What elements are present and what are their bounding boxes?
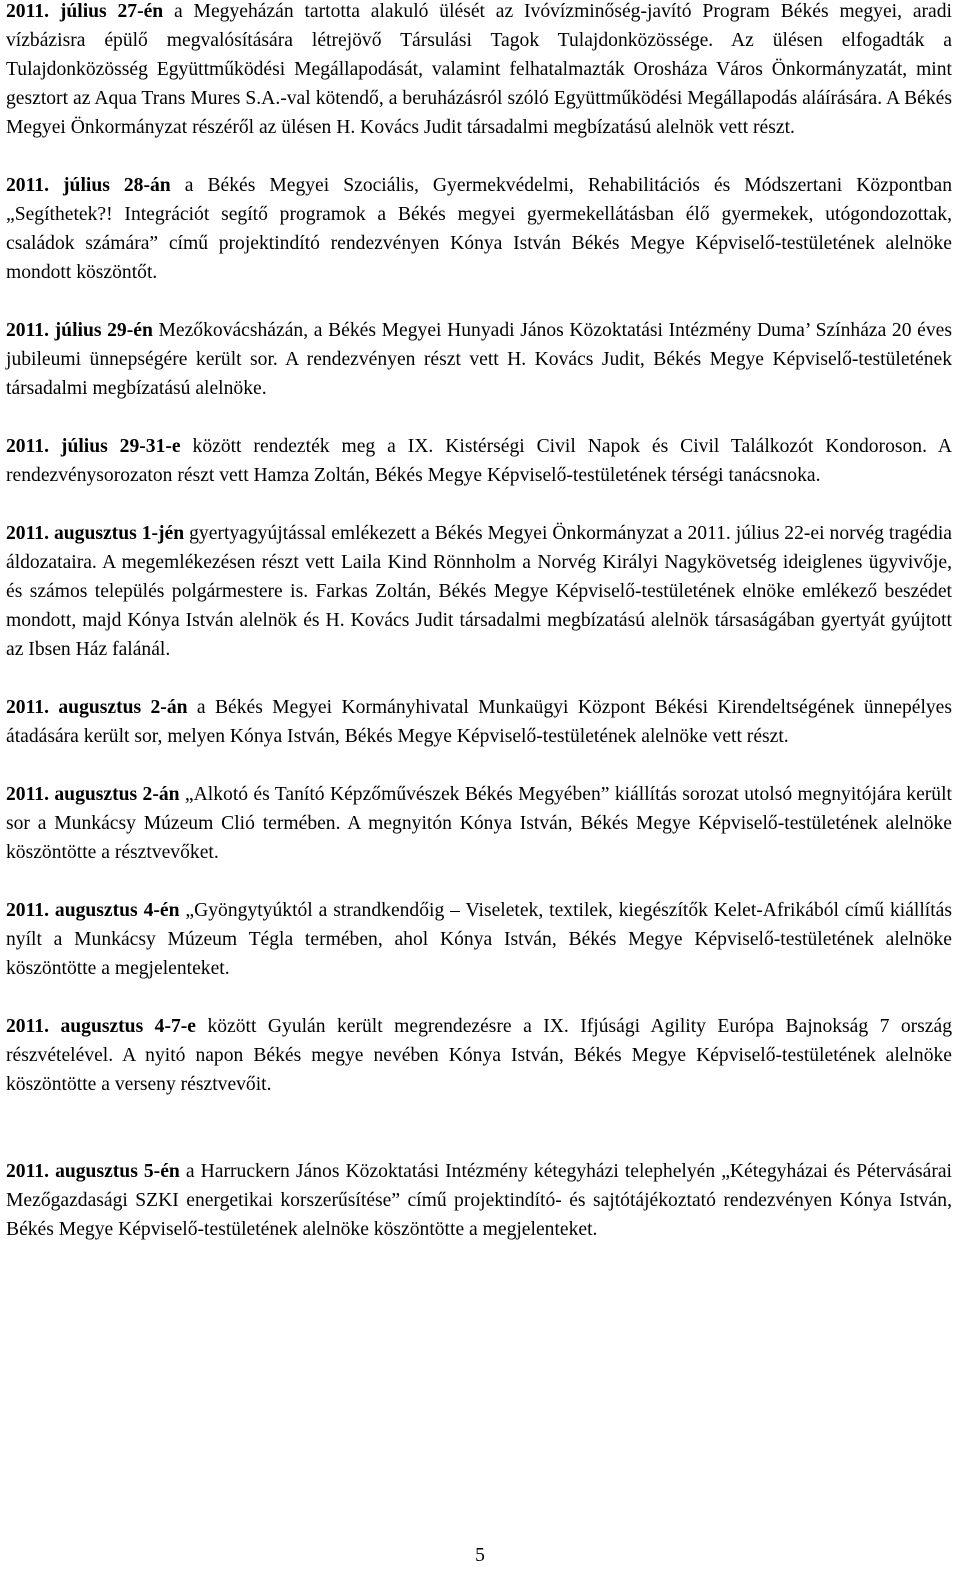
entry-paragraph <box>6 896 952 983</box>
entry-text: „Alkotó és Tanító Képzőművészek Békés Megyében” kiállítás sorozat utolsó megnyitójára került sor a Munkácsy Múzeum Clió termében. A megnyitón Kónya István, Békés Megye Képviselő-testületének alelnöke köszöntötte a résztvevőket. <box>6 784 952 863</box>
page-number: 5 <box>475 1545 485 1566</box>
entry-date: 2011. augusztus 4-7-e <box>6 1016 196 1037</box>
entry-paragraph <box>6 693 952 751</box>
entry-date: 2011. július 29-én <box>6 320 153 341</box>
entry-text: Mezőkovácsházán, a Békés Megyei Hunyadi János Közoktatási Intézmény Duma’ Színháza 20 éves jubileumi ünnepségére került sor. A rendezvényen részt vett H. Kovács Judit, Békés Megye Képviselő-testületének társadalmi megbízatású alelnöke. <box>6 320 952 399</box>
entry-text: a Harruckern János Közoktatási Intézmény kétegyházi telephelyén „Kétegyházai és Pétervásárai Mezőgazdasági SZKI energetikai korszerűsítése” című projektindító- és sajtótájékoztató rendezvényen Kónya István, Békés Megye Képviselő-testületének alelnöke köszöntötte a megjelenteket. <box>6 1161 952 1240</box>
entry-date: 2011. július 28-án <box>6 175 171 196</box>
document-page <box>6 0 952 1244</box>
entry-date: 2011. július 29-31-e <box>6 436 181 457</box>
entry-text: között Gyulán került megrendezésre a IX. Ifjúsági Agility Európa Bajnokság 7 ország részvételével. A nyitó napon Békés megye nevében Kónya István, Békés Megye Képviselő-testületének alelnöke köszöntötte a verseny résztvevőit. <box>6 1016 952 1095</box>
entry-date: 2011. augusztus 5-én <box>6 1161 180 1182</box>
entry-text: a Megyeházán tartotta alakuló ülését az Ivóvízminőség-javító Program Békés megyei, aradi vízbázisra épülő megvalósítására létrejövő Társulási Tagok Tulajdonközössége. Az ülésen elfogadták a Tulajdonközösség Együttműködési Megállapodását, valamint felhatalmazták Orosháza Város Önkormányzatát, mint gesztort az Aqua Trans Mures S.A.-val kötendő, a beruházásról szóló Együttműködési Megállapodás aláírására. A Békés Megyei Önkormányzat részéről az ülésen H. Kovács Judit társadalmi megbízatású alelnök vett részt. <box>6 1 952 138</box>
entry-text: „Gyöngytyúktól a strandkendőig – Viseletek, textilek, kiegészítők Kelet-Afrikából című kiállítás nyílt a Munkácsy Múzeum Tégla termében, ahol Kónya István, Békés Megye Képviselő-testületének alelnöke köszöntötte a megjelenteket. <box>6 900 952 979</box>
entry-text: a Békés Megyei Szociális, Gyermekvédelmi, Rehabilitációs és Módszertani Központban „Segíthetek?! Integrációt segítő programok a Békés megyei gyermekellátásban élő gyermekek, utógondozottak, családok számára” című projektindító rendezvényen Kónya István Békés Megye Képviselő-testületének alelnöke mondott köszöntőt. <box>6 175 952 283</box>
entry-paragraph <box>6 0 952 142</box>
entry-date: 2011. augusztus 2-án <box>6 697 188 718</box>
entry-paragraph <box>6 780 952 867</box>
entry-paragraph <box>6 316 952 403</box>
entry-paragraph <box>6 1012 952 1099</box>
entry-date: 2011. augusztus 4-én <box>6 900 180 921</box>
entry-paragraph <box>6 1157 952 1244</box>
entry-text: gyertyagyújtással emlékezett a Békés Megyei Önkormányzat a 2011. július 22-ei norvég tragédia áldozataira. A megemlékezésen részt vett Laila Kind Rönnholm a Norvég Királyi Nagykövetség ideiglenes ügyvivője, és számos település polgármestere is. Farkas Zoltán, Békés Megye Képviselő-testületének elnöke emlékező beszédet mondott, majd Kónya István alelnök és H. Kovács Judit társadalmi megbízatású alelnök társaságában gyertyát gyújtott az Ibsen Ház falánál. <box>6 523 953 660</box>
entry-date: 2011. július 27-én <box>6 1 164 22</box>
entry-text: a Békés Megyei Kormányhivatal Munkaügyi Központ Békési Kirendeltségének ünnepélyes átadására került sor, melyen Kónya István, Békés Megye Képviselő-testületének alelnöke vett részt. <box>6 697 953 747</box>
entry-date: 2011. augusztus 1-jén <box>6 523 185 544</box>
entry-date: 2011. augusztus 2-án <box>6 784 180 805</box>
entry-text: között rendezték meg a IX. Kistérségi Civil Napok és Civil Találkozót Kondoroson. A rendezvénysorozaton részt vett Hamza Zoltán, Békés Megye Képviselő-testületének térségi tanácsnoka. <box>6 436 952 486</box>
entry-paragraph <box>6 432 952 490</box>
entry-paragraph <box>6 519 952 664</box>
entry-paragraph <box>6 171 952 287</box>
